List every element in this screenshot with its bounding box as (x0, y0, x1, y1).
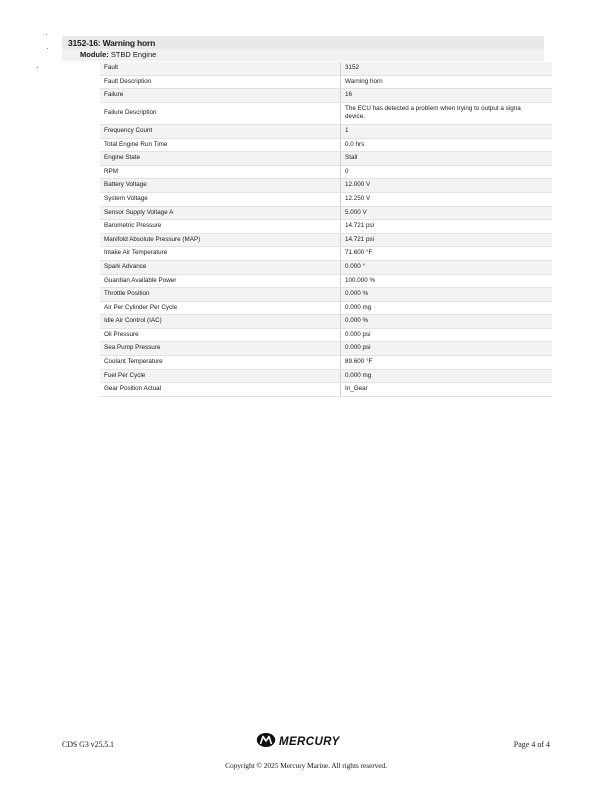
row-label: Coolant Temperature (104, 358, 163, 366)
table-row (100, 288, 552, 302)
row-value: 0.000 mg (340, 302, 552, 315)
row-value: Stall (340, 152, 552, 165)
table-row (100, 166, 552, 180)
row-label: Air Per Cylinder Per Cycle (104, 303, 178, 311)
table-row (100, 275, 552, 289)
scan-speck (47, 48, 48, 49)
module-label: Module: (80, 50, 109, 59)
scan-speck (46, 34, 47, 35)
table-row (100, 329, 552, 343)
copyright-notice: Copyright © 2025 Mercury Marine. All rights reserved. (225, 761, 387, 770)
row-label: Idle Air Control (IAC) (104, 317, 162, 325)
row-label: Spark Advance (104, 262, 147, 270)
table-row (100, 125, 552, 139)
table-row (100, 103, 552, 125)
row-value: In_Gear (340, 383, 552, 396)
row-label: Barometric Pressure (104, 222, 162, 230)
row-value: 0.000 mg (340, 370, 552, 383)
row-value: Warning horn (340, 76, 552, 89)
row-label: Engine State (104, 154, 141, 162)
table-row (100, 89, 552, 103)
table-row (100, 342, 552, 356)
table-row (100, 315, 552, 329)
table-row (100, 76, 552, 90)
table-row (100, 220, 552, 234)
row-label: Battery Voltage (104, 181, 147, 189)
row-value: 12.000 V (340, 179, 552, 192)
row-value: 0 (340, 166, 552, 179)
row-value: 0.000 psi (340, 342, 552, 355)
scan-speck (37, 67, 38, 68)
table-row (100, 62, 552, 76)
row-label: Failure Description (104, 109, 157, 117)
mercury-logo (256, 733, 340, 751)
row-value: 14.721 psi (340, 234, 552, 247)
table-row (100, 139, 552, 153)
row-value: 1 (340, 125, 552, 138)
row-value: 71.600 °F (340, 247, 552, 260)
row-label: Sensor Supply Voltage A (104, 208, 174, 216)
mercury-m-logo-icon (256, 732, 276, 753)
table-row (100, 302, 552, 316)
row-label: Frequency Count (104, 126, 153, 134)
module-header (62, 49, 544, 61)
page-number: Page 4 of 4 (513, 740, 550, 749)
row-value: 0.000 % (340, 315, 552, 328)
row-value: 100.000 % (340, 275, 552, 288)
table-row (100, 261, 552, 275)
table-row (100, 370, 552, 384)
module-value: STBD Engine (110, 50, 157, 59)
row-value: The ECU has detected a problem when trying to output a signa device. (340, 103, 552, 124)
table-row (100, 247, 552, 261)
row-label: RPM (104, 167, 118, 175)
row-value: 0.000 ° (340, 261, 552, 274)
row-value: 3152 (340, 62, 552, 75)
row-label: Total Engine Run Time (104, 140, 168, 148)
row-value: 0.000 % (340, 288, 552, 301)
row-value: 89.600 °F (340, 356, 552, 369)
row-label: Manifold Absolute Pressure (MAP) (104, 235, 201, 243)
fault-detail-table (100, 62, 552, 397)
row-label: Oil Pressure (104, 330, 139, 338)
row-label: Failure (104, 91, 124, 99)
row-label: Fuel Per Cycle (104, 371, 146, 379)
table-row (100, 383, 552, 397)
row-label: Fault Description (104, 77, 152, 85)
row-value: 12.250 V (340, 193, 552, 206)
table-row (100, 234, 552, 248)
row-value: 16 (340, 89, 552, 102)
row-value: 0.0 hrs (340, 139, 552, 152)
table-row (100, 152, 552, 166)
row-label: Sea Pump Pressure (104, 344, 161, 352)
row-value: 5.000 V (340, 207, 552, 220)
row-value: 0.000 psi (340, 329, 552, 342)
table-row (100, 207, 552, 221)
table-row (100, 193, 552, 207)
software-version: CDS G3 v25.5.1 (62, 740, 114, 749)
row-label: System Voltage (104, 194, 148, 202)
table-row (100, 356, 552, 370)
row-label: Throttle Position (104, 290, 150, 298)
row-label: Gear Position Actual (104, 385, 162, 393)
row-label: Fault (104, 64, 118, 71)
table-row (100, 179, 552, 193)
row-label: Intake Air Temperature (104, 249, 168, 257)
fault-title: 3152-16: Warning horn (62, 36, 544, 50)
row-label: Guardian Available Power (104, 276, 177, 284)
brand-wordmark: MERCURY (279, 736, 340, 748)
row-value: 14.721 psi (340, 220, 552, 233)
